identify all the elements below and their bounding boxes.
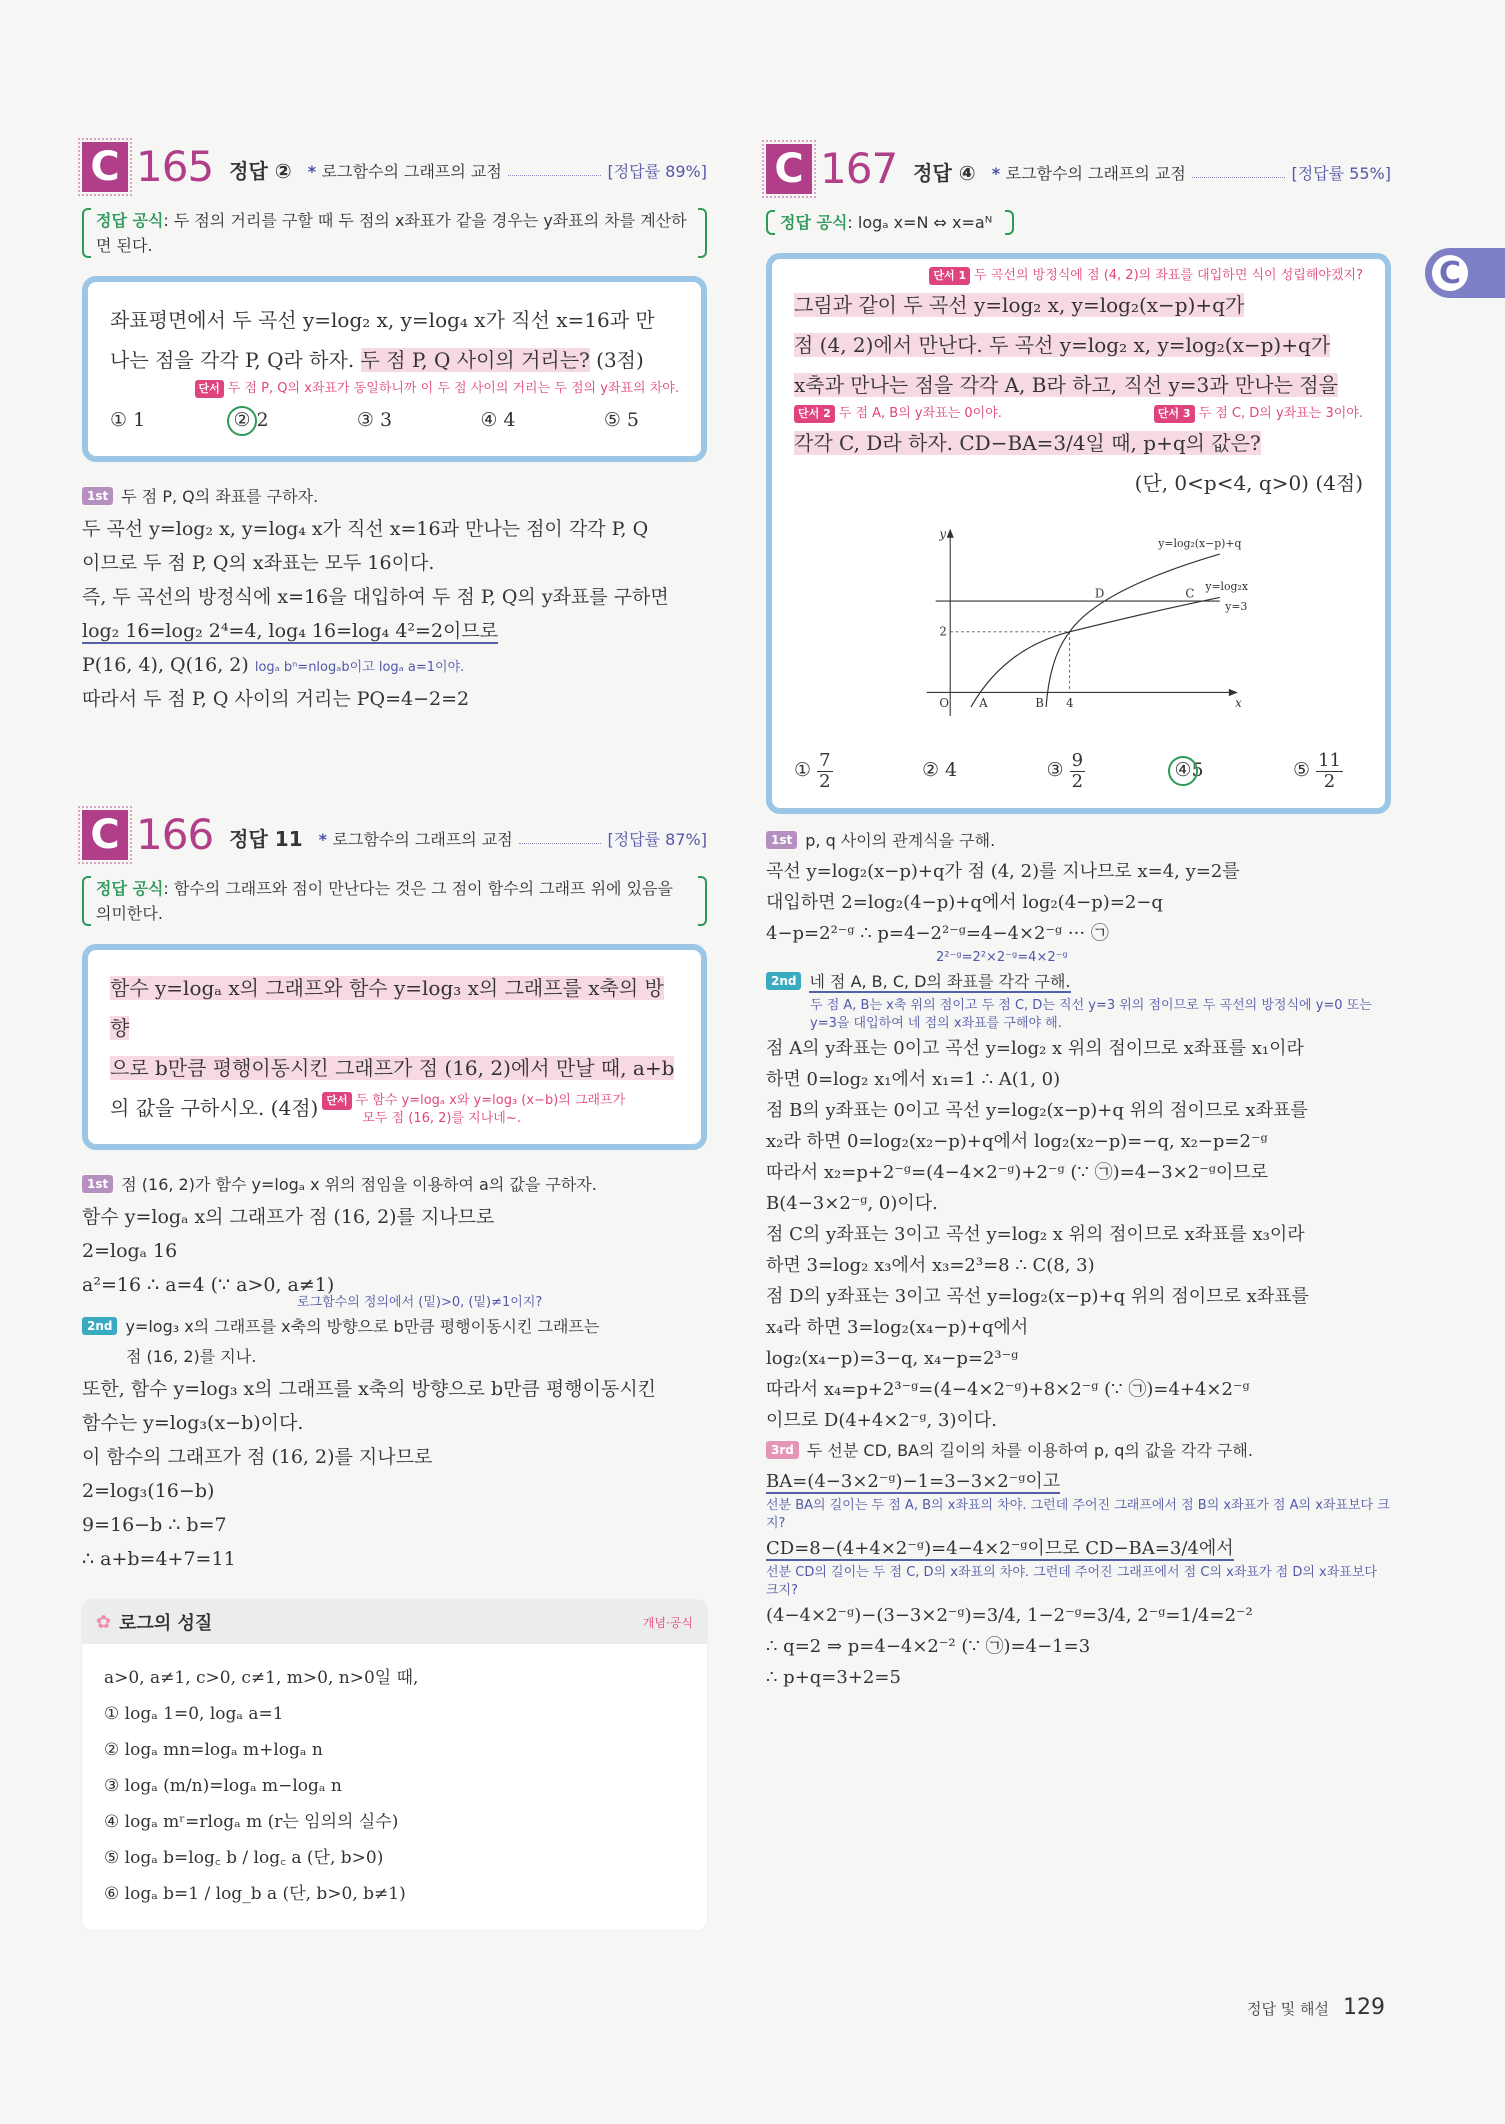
solution-line: BA=(4−3×2⁻ᵍ)−1=3−3×2⁻ᵍ이고 [766,1470,1061,1492]
step-2-cont: 점 (16, 2)를 지나. [126,1347,257,1366]
solution-line: ∴ p+q=3+2=5 [766,1666,901,1688]
category-badge: C [82,142,128,192]
choice-4[interactable]: ④ 4 [480,409,516,431]
correct-circle-icon [227,406,257,436]
solution-line: 하면 3=log₂ x₃에서 x₃=2³=8 ∴ C(8, 3) [766,1254,1095,1276]
page-number: 129 [1343,1995,1385,2020]
choice-3[interactable]: ③ 3 [356,409,393,431]
solution-note: 선분 CD의 길이는 두 점 C, D의 x좌표의 차야. 그런데 주어진 그래프에서 점 C의 x좌표가 점 D의 x좌표보다 크지? [766,1564,1377,1598]
solution-line: 또한, 함수 y=log₃ x의 그래프를 x축의 방향으로 b만큼 평행이동시킨 [82,1378,657,1400]
concept-line: ② logₐ mn=logₐ m+logₐ n [104,1740,323,1760]
svg-text:y=log₂(x−p)+q: y=log₂(x−p)+q [1158,536,1242,550]
question-text: 나는 점을 각각 P, Q라 하자. 두 점 P, Q 사이의 거리는? (3점) [110,348,644,372]
solution-line: 4−p=2²⁻ᵍ ∴ p=4−2²⁻ᵍ=4−4×2⁻ᵍ ··· ㉠ [766,922,1109,944]
step-1: 1st 두 점 P, Q의 좌표를 구하자. [82,482,707,512]
svg-text:D: D [1094,586,1105,601]
leader-dots [1192,177,1286,178]
hint-2: 단서 2 두 점 A, B의 y좌표는 0이야. [794,405,1002,423]
step-1: 1st 점 (16, 2)가 함수 y=logₐ x 위의 점임을 이용하여 a의 값을 구하자. [82,1170,707,1200]
question-condition: (단, 0<p<4, q>0) (4점) [1134,471,1363,495]
question-row [110,1088,679,1128]
hint: 단서 두 함수 y=logₐ x와 y=log₃ (x−b)의 그래프가 모두 점 (16, 2)를 지나네~. [322,1092,625,1128]
svg-text:y: y [939,526,946,541]
correct-rate: [정답률 55%] [1291,164,1391,183]
hints-2-3 [794,405,1363,423]
answer-choices [110,400,679,440]
solution-line: ∴ q=2 ⇒ p=4−4×2⁻² (∵ ㉠)=4−1=3 [766,1635,1091,1657]
chapter-side-tab[interactable] [1425,248,1505,298]
svg-text:4: 4 [1066,695,1074,710]
problem-165 [82,138,707,716]
question-text: 함수 y=logₐ x의 그래프와 함수 y=log₃ x의 그래프를 x축의 방향 [110,976,664,1040]
log-graph-svg [914,511,1294,731]
solution-line: 이 함수의 그래프가 점 (16, 2)를 지나므로 [82,1446,433,1468]
question-text: 그림과 같이 두 곡선 y=log₂ x, y=log₂(x−p)+q가 [794,293,1245,317]
solution-line: 점 A의 y좌표는 0이고 곡선 y=log₂ x 위의 점이므로 x좌표를 x₁이라 [766,1037,1304,1059]
problem-header [766,140,1391,194]
solution-line: ∴ a+b=4+7=11 [82,1548,236,1570]
concept-line: ⑥ logₐ b=1 / log_b a (단, b>0, b≠1) [104,1884,406,1904]
chapter-c-icon: C [1429,252,1471,294]
solution-line: 즉, 두 곡선의 방정식에 x=16을 대입하여 두 점 P, Q의 y좌표를 구하면 [82,586,669,608]
solution-line: (4−4×2⁻ᵍ)−(3−3×2⁻ᵍ)=3/4, 1−2⁻ᵍ=3/4, 2⁻ᵍ=1/4=2⁻² [766,1604,1253,1626]
formula-note: 정답 공식: 함수의 그래프와 점이 만난다는 것은 그 점이 함수의 그래프 위에 있음을 의미한다. [82,874,707,928]
concept-line: ④ logₐ mʳ=rlogₐ m (r는 임의의 실수) [104,1812,399,1832]
formula-note: 정답 공식: 두 점의 거리를 구할 때 두 점의 x좌표가 같을 경우는 y좌표의 차를 계산하면 된다. [82,206,707,260]
concept-box [82,1600,707,1930]
concept-header [82,1600,707,1644]
svg-text:y=log₂x: y=log₂x [1205,580,1248,594]
solution-line: log₂ 16=log₂ 2⁴=4, log₄ 16=log₄ 4²=2이므로 [82,620,499,642]
concept-line: ① logₐ 1=0, logₐ a=1 [104,1704,284,1724]
choice-5[interactable]: ⑤ 5 [603,409,639,431]
step-1: 1st p, q 사이의 관계식을 구해. [766,826,1391,856]
solution-line: 함수 y=logₐ x의 그래프가 점 (16, 2)를 지나므로 [82,1206,495,1228]
category-badge: C [82,810,128,860]
hint: 단서 두 점 P, Q의 x좌표가 동일하니까 이 두 점 사이의 거리는 두 점의 y좌표의 차야. [110,380,679,398]
choice-4-correct[interactable]: ④5 [1174,750,1203,792]
solution-line: 2=log₃(16−b) [82,1480,215,1502]
solution-line: 대입하면 2=log₂(4−p)+q에서 log₂(4−p)=2−q [766,891,1163,913]
choice-1[interactable]: ① 1 [110,409,146,431]
question-text: 좌표평면에서 두 곡선 y=log₂ x, y=log₄ x가 직선 x=16과 만 [110,308,655,332]
solution-line: 점 C의 y좌표는 3이고 곡선 y=log₂ x 위의 점이므로 x좌표를 x₃이라 [766,1223,1305,1245]
right-column [766,140,1391,1693]
choice-5[interactable]: ⑤ $\frac{11}{2}$ [1292,749,1341,792]
solution-note: 선분 BA의 길이는 두 점 A, B의 x좌표의 차야. 그런데 주어진 그래프에서 점 B의 x좌표가 점 A의 x좌표보다 크지? [766,1497,1390,1531]
step-2: 2nd 네 점 A, B, C, D의 좌표를 각각 구해. [766,967,1391,997]
svg-text:C: C [1185,586,1195,601]
choice-1[interactable]: ① $\frac{7}{2}$ [794,749,831,792]
choice-3[interactable]: ③ $\frac{9}{2}$ [1046,749,1084,792]
problem-header [82,806,707,860]
answer-label: 정답 ④ [913,161,976,185]
footer-label: 정답 및 해설 [1247,2000,1329,2018]
svg-text:2: 2 [939,624,947,639]
question-text: 각각 C, D라 하자. CD−BA=3/4일 때, p+q의 값은? [794,431,1261,455]
question-box [766,253,1391,814]
svg-text:O: O [939,695,949,710]
solution-line: x₄라 하면 3=log₂(x₄−p)+q에서 [766,1316,1029,1338]
concept-title: 로그의 성질 [119,1613,213,1634]
problem-number: 166 [136,810,214,859]
leader-dots [508,175,602,176]
solution-line: 이므로 두 점 P, Q의 x좌표는 모두 16이다. [82,552,435,574]
leader-dots [519,843,602,844]
question-text: 의 값을 구하시오. (4점) [110,1096,319,1120]
question-box [82,276,707,462]
question-text: x축과 만나는 점을 각각 A, B라 하고, 직선 y=3과 만나는 점을 [794,373,1338,397]
solution-line: 따라서 x₄=p+2³⁻ᵍ=(4−4×2⁻ᵍ)+8×2⁻ᵍ (∵ ㉠)=4+4×2⁻ᵍ [766,1378,1250,1400]
answer-label: 정답 ② [229,159,292,183]
problem-166 [82,806,707,1930]
question-text: 점 (4, 2)에서 만난다. 두 곡선 y=log₂ x, y=log₂(x−p)+q가 [794,333,1331,357]
solution [82,482,707,716]
hint-1: 단서 1 두 곡선의 방정식에 점 (4, 2)의 좌표를 대입하면 식이 성립해야겠지? [794,267,1363,285]
solution-line: 점 B의 y좌표는 0이고 곡선 y=log₂(x−p)+q 위의 점이므로 x좌표를 [766,1099,1308,1121]
correct-rate: [정답률 87%] [607,830,707,849]
solution-note: 로그함수의 정의에서 (밑)>0, (밑)≠1이지? [297,1295,543,1310]
topic-label: * 로그함수의 그래프의 교점 [318,830,513,849]
correct-rate: [정답률 89%] [607,162,707,181]
solution [82,1170,707,1576]
choice-2[interactable]: ② 4 [921,759,958,781]
svg-text:y=3: y=3 [1225,600,1248,614]
function-graph [914,511,1363,744]
hint-3: 단서 3 두 점 C, D의 y좌표는 3이야. [1154,405,1363,423]
problem-header [82,138,707,192]
solution-line: 따라서 x₂=p+2⁻ᵍ=(4−4×2⁻ᵍ)+2⁻ᵍ (∵ ㉠)=4−3×2⁻ᵍ이므로 [766,1161,1269,1183]
solution [766,826,1391,1693]
topic-label: * 로그함수의 그래프의 교점 [991,164,1186,183]
correct-circle-icon [1168,756,1198,786]
solution-line: 2=logₐ 16 [82,1240,178,1262]
step-3: 3rd 두 선분 CD, BA의 길이의 차를 이용하여 p, q의 값을 각각 구해. [766,1436,1391,1466]
solution-note: 2²⁻ᵍ=2²×2⁻ᵍ=4×2⁻ᵍ [936,949,1068,965]
solution-line: a²=16 ∴ a=4 (∵ a>0, a≠1) [82,1274,335,1296]
solution-line: 하면 0=log₂ x₁에서 x₁=1 ∴ A(1, 0) [766,1068,1061,1090]
problem-number: 165 [136,142,214,191]
solution-line: x₂라 하면 0=log₂(x₂−p)+q에서 log₂(x₂−p)=−q, x₂−p=2⁻ᵍ [766,1130,1268,1152]
choice-2-correct[interactable]: ② 2 [233,400,268,440]
step-2: 2nd y=log₃ x의 그래프를 x축의 방향으로 b만큼 평행이동시킨 그래프는 [82,1312,707,1342]
solution-line: 9=16−b ∴ b=7 [82,1514,227,1536]
solution-line: CD=8−(4+4×2⁻ᵍ)=4−4×2⁻ᵍ이므로 CD−BA=3/4에서 [766,1537,1234,1559]
solution-line: B(4−3×2⁻ᵍ, 0)이다. [766,1192,938,1214]
concept-body [82,1644,707,1930]
category-badge: C [766,144,812,194]
question-text: 으로 b만큼 평행이동시킨 그래프가 점 (16, 2)에서 만날 때, a+b [110,1056,675,1080]
formula-note: 정답 공식: logₐ x=N ⇔ x=aᴺ [766,208,1014,237]
solution-line: 따라서 두 점 P, Q 사이의 거리는 PQ=4−2=2 [82,688,470,710]
svg-text:A: A [979,695,988,710]
problem-167 [766,140,1391,1693]
solution-line: 두 곡선 y=log₂ x, y=log₄ x가 직선 x=16과 만나는 점이 각각 P, Q [82,518,649,540]
problem-number: 167 [820,144,898,193]
solution-line: P(16, 4), Q(16, 2) logₐ bⁿ=nlogₐb이고 logₐ a=1이야. [82,654,465,676]
concept-line: a>0, a≠1, c>0, c≠1, m>0, n>0일 때, [104,1668,419,1688]
concept-tag: 개념·공식 [642,1615,693,1630]
answer-choices [794,750,1363,792]
concept-line: ③ logₐ (m/n)=logₐ m−logₐ n [104,1776,342,1796]
solution-note: 두 점 A, B는 x축 위의 점이고 두 점 C, D는 직선 y=3 위의 점이므로 두 곡선의 방정식에 y=0 또는 y=3을 대입하여 네 점의 x좌표를 구해야 해. [810,997,1372,1031]
page-footer [1247,1995,1385,2020]
topic-label: * 로그함수의 그래프의 교점 [307,162,502,181]
svg-text:B: B [1035,695,1044,710]
question-box [82,944,707,1150]
svg-text:x: x [1235,695,1242,710]
left-column [82,138,707,1930]
solution-line: 함수는 y=log₃(x−b)이다. [82,1412,304,1434]
solution-line: 이므로 D(4+4×2⁻ᵍ, 3)이다. [766,1409,997,1431]
answer-label: 정답 11 [229,827,303,851]
solution-line: log₂(x₄−p)=3−q, x₄−p=2³⁻ᵍ [766,1347,1019,1369]
flower-icon: ✿ [96,1611,112,1633]
solution-line: 곡선 y=log₂(x−p)+q가 점 (4, 2)를 지나므로 x=4, y=2를 [766,860,1240,882]
solution-line: 점 D의 y좌표는 3이고 곡선 y=log₂(x−p)+q 위의 점이므로 x좌표를 [766,1285,1309,1307]
concept-line: ⑤ logₐ b=log꜀ b / log꜀ a (단, b>0) [104,1848,384,1868]
